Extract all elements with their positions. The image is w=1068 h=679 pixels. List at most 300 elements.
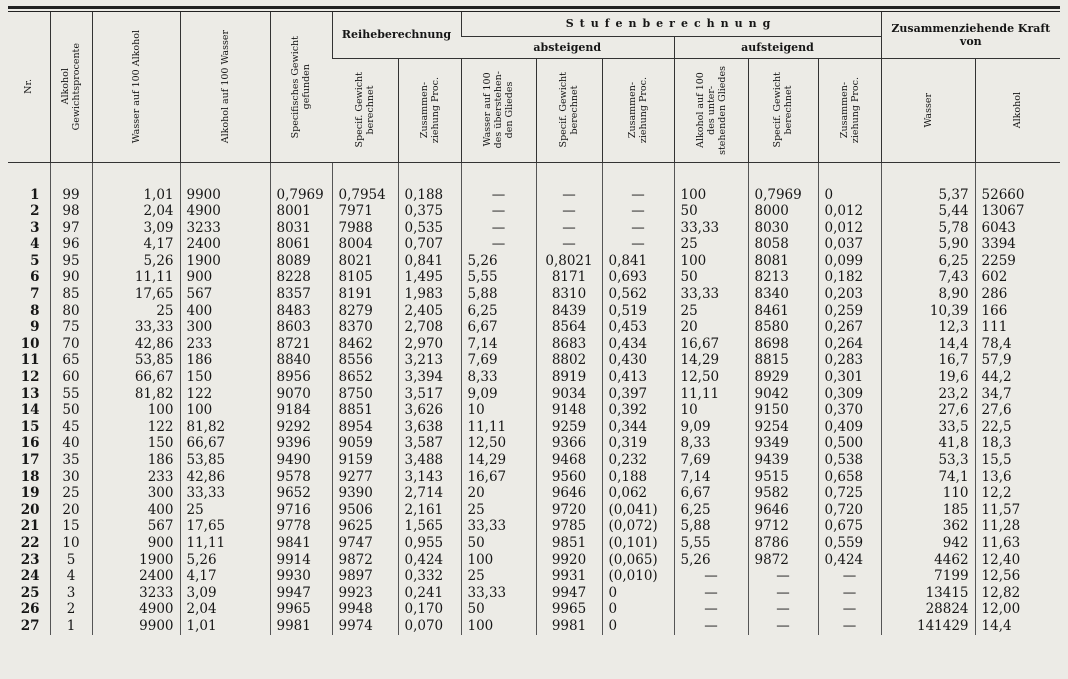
table-cell: 33,33 — [461, 518, 536, 535]
table-cell: 9930 — [270, 568, 332, 585]
table-cell: 24 — [20, 568, 40, 585]
table-cell: 0,232 — [602, 452, 674, 469]
table-cell: 9841 — [270, 535, 332, 552]
table-cell: 2,04 — [180, 601, 270, 618]
table-cell: 8786 — [748, 535, 818, 552]
table-cell: — — [748, 601, 818, 618]
table-cell: 3 — [30, 219, 40, 236]
table-row — [8, 319, 1060, 336]
table-cell: 8652 — [332, 369, 398, 386]
table-cell: 9366 — [536, 435, 602, 452]
table-cell: 8030 — [748, 220, 818, 237]
table-body — [8, 162, 1060, 635]
table-cell: — — [602, 236, 674, 253]
table-cell: 97 — [50, 220, 92, 237]
table-cell: 9148 — [536, 402, 602, 419]
header-contracting-force: Zusammenziehende Kraft von — [881, 12, 1060, 58]
table-cell: 80 — [50, 303, 92, 320]
table-cell: 8000 — [748, 203, 818, 220]
table-cell: (0,010) — [602, 568, 674, 585]
table-cell: 9515 — [748, 469, 818, 486]
table-row — [8, 336, 1060, 353]
table-cell: 7988 — [332, 220, 398, 237]
table-cell: 0,658 — [818, 469, 881, 486]
table-cell: 7,69 — [461, 352, 536, 369]
table-cell: 300 — [180, 319, 270, 336]
table-cell: 0,7969 — [270, 162, 332, 203]
table-cell: 33,33 — [92, 319, 180, 336]
table-cell: — — [674, 585, 748, 602]
table-cell: 9396 — [270, 435, 332, 452]
table-cell: 7,14 — [674, 469, 748, 486]
table-cell: 9720 — [536, 502, 602, 519]
table-row — [8, 585, 1060, 602]
table-cell: — — [536, 203, 602, 220]
table-cell: 22 — [20, 534, 40, 551]
table-cell: 12,56 — [975, 568, 1060, 585]
table-cell: 25 — [50, 485, 92, 502]
table-cell: 8919 — [536, 369, 602, 386]
table-cell: 33,5 — [881, 419, 975, 436]
table-cell: 27,6 — [975, 402, 1060, 419]
table-cell: 0,267 — [818, 319, 881, 336]
table-cell: 50 — [461, 601, 536, 618]
table-cell: 9625 — [332, 518, 398, 535]
table-cell: 15,5 — [975, 452, 1060, 469]
table-cell: 50 — [674, 203, 748, 220]
header-series-sg: Specif. Gewicht berechnet — [332, 58, 398, 162]
table-cell: 8061 — [270, 236, 332, 253]
table-row — [8, 236, 1060, 253]
table-cell: 9150 — [748, 402, 818, 419]
header-nr: Nr. — [8, 12, 50, 162]
table-cell: 8564 — [536, 319, 602, 336]
table-cell: 2,04 — [92, 203, 180, 220]
table-cell: — — [748, 568, 818, 585]
table-cell: — — [536, 162, 602, 203]
table-cell: 8 — [30, 302, 40, 319]
table-cell: 57,9 — [975, 352, 1060, 369]
table-cell: 11,11 — [180, 535, 270, 552]
table-cell: 16 — [20, 435, 40, 452]
table-cell: 95 — [50, 253, 92, 270]
table-cell: 74,1 — [881, 469, 975, 486]
table-cell: 0,070 — [398, 618, 461, 635]
table-cell: 362 — [881, 518, 975, 535]
table-cell: 3,626 — [398, 402, 461, 419]
table-cell: 40 — [50, 435, 92, 452]
table-cell: 7971 — [332, 203, 398, 220]
table-cell: 900 — [92, 535, 180, 552]
table-cell: 185 — [881, 502, 975, 519]
table-cell: 1 — [50, 618, 92, 635]
table-cell: 8340 — [748, 286, 818, 303]
table-cell: 50 — [674, 269, 748, 286]
table-cell: 9900 — [180, 162, 270, 203]
table-cell: 0,283 — [818, 352, 881, 369]
table-row — [8, 552, 1060, 569]
table-cell: 8851 — [332, 402, 398, 419]
table-cell: 0,301 — [818, 369, 881, 386]
table-cell: 3,09 — [180, 585, 270, 602]
table-cell: 110 — [881, 485, 975, 502]
table-cell: 100 — [461, 618, 536, 635]
table-cell: 2,714 — [398, 485, 461, 502]
table-cell: 0,8021 — [536, 253, 602, 270]
table-cell: 4,17 — [92, 236, 180, 253]
table-cell: — — [536, 220, 602, 237]
table-cell: 10 — [461, 402, 536, 419]
table-cell: 20 — [461, 485, 536, 502]
table-cell: 0,453 — [602, 319, 674, 336]
table-cell: 11,28 — [975, 518, 1060, 535]
table-cell: 0,392 — [602, 402, 674, 419]
table-cell: 6 — [30, 269, 40, 286]
table-row — [8, 253, 1060, 270]
table-cell: 8483 — [270, 303, 332, 320]
table-row — [8, 162, 1060, 203]
table-cell: 9390 — [332, 485, 398, 502]
table-cell: 141429 — [881, 618, 975, 635]
table-cell: 9712 — [748, 518, 818, 535]
table-cell: 4,17 — [180, 568, 270, 585]
header-asc-sg: Specif. Gewicht berechnet — [748, 58, 818, 162]
table-cell: 9931 — [536, 568, 602, 585]
table-cell: 8357 — [270, 286, 332, 303]
table-cell: 9646 — [748, 502, 818, 519]
table-cell: 0,099 — [818, 253, 881, 270]
table-cell: 13415 — [881, 585, 975, 602]
table-cell: 53,85 — [92, 352, 180, 369]
table-cell: 9560 — [536, 469, 602, 486]
table-row — [8, 402, 1060, 419]
table-cell: 3,517 — [398, 386, 461, 403]
table-cell: 0,841 — [602, 253, 674, 270]
table-cell: 9974 — [332, 618, 398, 635]
table-cell: 8105 — [332, 269, 398, 286]
table-row — [8, 369, 1060, 386]
table-cell: 0,259 — [818, 303, 881, 320]
table-row — [8, 203, 1060, 220]
table-cell: 8089 — [270, 253, 332, 270]
table-cell: 8721 — [270, 336, 332, 353]
table-cell: 9468 — [536, 452, 602, 469]
table-cell: 8213 — [748, 269, 818, 286]
table-cell: 2400 — [180, 236, 270, 253]
table-cell: 1,01 — [92, 162, 180, 203]
table-row — [8, 452, 1060, 469]
table-cell: (0,101) — [602, 535, 674, 552]
table-row — [8, 485, 1060, 502]
table-cell: 0,725 — [818, 485, 881, 502]
table-cell: 567 — [180, 286, 270, 303]
table-cell: 0,500 — [818, 435, 881, 452]
table-cell: 18 — [20, 468, 40, 485]
table-cell: 12,82 — [975, 585, 1060, 602]
table-cell: 9042 — [748, 386, 818, 403]
table-cell: 2,970 — [398, 336, 461, 353]
table-row — [8, 386, 1060, 403]
header-desc-contraction: Zusammen- ziehung Proc. — [602, 58, 674, 162]
table-cell: 11,57 — [975, 502, 1060, 519]
table-cell: 3394 — [975, 236, 1060, 253]
table-cell: 5,26 — [674, 552, 748, 569]
table-cell: 0,434 — [602, 336, 674, 353]
table-cell: 9506 — [332, 502, 398, 519]
table-cell: 1,495 — [398, 269, 461, 286]
table-cell: 25 — [461, 502, 536, 519]
table-cell: 8840 — [270, 352, 332, 369]
table-cell: 5,88 — [461, 286, 536, 303]
table-cell: 18,3 — [975, 435, 1060, 452]
table-cell: 186 — [92, 452, 180, 469]
table-cell: — — [748, 618, 818, 635]
table-cell: 4900 — [92, 601, 180, 618]
table-cell: 9965 — [270, 601, 332, 618]
header-descending: absteigend — [461, 36, 674, 58]
table-cell: 8058 — [748, 236, 818, 253]
table-cell: 9349 — [748, 435, 818, 452]
table-row — [8, 220, 1060, 237]
table-cell: 66,67 — [92, 369, 180, 386]
table-cell: 0,170 — [398, 601, 461, 618]
table-cell: 9 — [30, 319, 40, 336]
table-cell: 0,693 — [602, 269, 674, 286]
table-cell: 25 — [92, 303, 180, 320]
table-cell: (0,065) — [602, 552, 674, 569]
table-cell: 0,430 — [602, 352, 674, 369]
table-cell: 111 — [975, 319, 1060, 336]
table-cell: 7,69 — [674, 452, 748, 469]
table-cell: 5,26 — [461, 253, 536, 270]
table-cell: 8021 — [332, 253, 398, 270]
table-cell: 2,708 — [398, 319, 461, 336]
table-cell: 53,3 — [881, 452, 975, 469]
table-cell: 8462 — [332, 336, 398, 353]
table-cell: 5,26 — [180, 552, 270, 569]
table-cell: 100 — [461, 552, 536, 569]
table-cell: 9070 — [270, 386, 332, 403]
table-cell: 0 — [818, 162, 881, 203]
table-row — [8, 469, 1060, 486]
table-cell: 8603 — [270, 319, 332, 336]
header-asc-contraction: Zusammen- ziehung Proc. — [818, 58, 881, 162]
table-cell: 0,309 — [818, 386, 881, 403]
table-row — [8, 435, 1060, 452]
table-cell: 44,2 — [975, 369, 1060, 386]
header-desc-water: Wasser auf 100 des überstehen- den Gliedes — [461, 58, 536, 162]
table-cell: 5,90 — [881, 236, 975, 253]
table-cell: 99 — [50, 162, 92, 203]
table-cell: 233 — [180, 336, 270, 353]
table-cell: 0 — [602, 585, 674, 602]
table-cell: — — [748, 585, 818, 602]
table-cell: 8001 — [270, 203, 332, 220]
table-cell: 15 — [20, 418, 40, 435]
table-cell: 166 — [975, 303, 1060, 320]
table-cell: 16,67 — [461, 469, 536, 486]
table-cell: — — [818, 601, 881, 618]
table-cell: 0 — [602, 601, 674, 618]
table-cell: 11,63 — [975, 535, 1060, 552]
table-cell: 12,40 — [975, 552, 1060, 569]
table-cell: 150 — [180, 369, 270, 386]
table-row — [8, 286, 1060, 303]
table-cell: 0,519 — [602, 303, 674, 320]
table-cell: 0,037 — [818, 236, 881, 253]
table-cell: 96 — [50, 236, 92, 253]
table-cell: 27,6 — [881, 402, 975, 419]
table-cell: 14 — [20, 402, 40, 419]
table-cell: 1,983 — [398, 286, 461, 303]
table-cell: 2 — [30, 203, 40, 220]
table-cell: — — [461, 162, 536, 203]
table-cell: 400 — [92, 502, 180, 519]
table-cell: 0,413 — [602, 369, 674, 386]
table-cell: 900 — [180, 269, 270, 286]
table-cell: 1,01 — [180, 618, 270, 635]
table-cell: 0,535 — [398, 220, 461, 237]
table-row — [8, 518, 1060, 535]
table-cell: 20 — [20, 501, 40, 518]
table-cell: 6043 — [975, 220, 1060, 237]
table-cell: 13 — [20, 385, 40, 402]
table-cell: 8279 — [332, 303, 398, 320]
table-cell: 15 — [50, 518, 92, 535]
table-cell: 8580 — [748, 319, 818, 336]
table-cell: 20 — [50, 502, 92, 519]
table-cell: 9747 — [332, 535, 398, 552]
table-cell: 4462 — [881, 552, 975, 569]
table-cell: 5 — [50, 552, 92, 569]
table-cell: 14,4 — [975, 618, 1060, 635]
table-cell: 0,264 — [818, 336, 881, 353]
table-cell: 11,11 — [92, 269, 180, 286]
header-force-alcohol: Alkohol — [975, 58, 1060, 162]
table-cell: — — [461, 203, 536, 220]
table-cell: 3,394 — [398, 369, 461, 386]
table-cell: 9897 — [332, 568, 398, 585]
table-cell: 567 — [92, 518, 180, 535]
table-cell: 100 — [674, 253, 748, 270]
table-row — [8, 303, 1060, 320]
table-cell: 9947 — [536, 585, 602, 602]
table-cell: 3,587 — [398, 435, 461, 452]
table-cell: 233 — [92, 469, 180, 486]
table-cell: 300 — [92, 485, 180, 502]
table-cell: 45 — [50, 419, 92, 436]
table-cell: 33,33 — [461, 585, 536, 602]
table-cell: 9716 — [270, 502, 332, 519]
table-cell: 8,33 — [674, 435, 748, 452]
table-cell: 9923 — [332, 585, 398, 602]
table-cell: 8802 — [536, 352, 602, 369]
table-cell: 26 — [20, 601, 40, 618]
table-cell: 28824 — [881, 601, 975, 618]
table-cell: — — [818, 585, 881, 602]
table-cell: 8461 — [748, 303, 818, 320]
table-cell: 3233 — [92, 585, 180, 602]
table-cell: 33,33 — [180, 485, 270, 502]
table-cell: 0,370 — [818, 402, 881, 419]
table-row — [8, 601, 1060, 618]
table-cell: 122 — [92, 419, 180, 436]
table-cell: 0,955 — [398, 535, 461, 552]
header-specific-gravity-found: Specifisches Gewicht gefunden — [270, 12, 332, 162]
table-cell: 9034 — [536, 386, 602, 403]
table-row — [8, 352, 1060, 369]
table-row — [8, 269, 1060, 286]
table-cell: 9851 — [536, 535, 602, 552]
table-cell: 17,65 — [180, 518, 270, 535]
table-cell: 9,09 — [674, 419, 748, 436]
table-cell: 8031 — [270, 220, 332, 237]
table-cell: 22,5 — [975, 419, 1060, 436]
table-cell: 5,55 — [461, 269, 536, 286]
table-cell: — — [602, 203, 674, 220]
table-row — [8, 502, 1060, 519]
table-cell: 25 — [674, 236, 748, 253]
table-cell: 33,33 — [674, 286, 748, 303]
table-cell: 0,332 — [398, 568, 461, 585]
table-cell: 9292 — [270, 419, 332, 436]
table-cell: 55 — [50, 386, 92, 403]
table-cell: 9947 — [270, 585, 332, 602]
table-cell: 12,50 — [461, 435, 536, 452]
header-ascending: aufsteigend — [674, 36, 881, 58]
table-cell: — — [674, 601, 748, 618]
table-cell: 2259 — [975, 253, 1060, 270]
table-cell: 19,6 — [881, 369, 975, 386]
table-cell: 2 — [50, 601, 92, 618]
table-cell: 21 — [20, 518, 40, 535]
table-cell: 13,6 — [975, 469, 1060, 486]
table-cell: 8956 — [270, 369, 332, 386]
table-cell: 65 — [50, 352, 92, 369]
table-cell: 66,67 — [180, 435, 270, 452]
table-cell: 12,00 — [975, 601, 1060, 618]
table-cell: — — [818, 618, 881, 635]
table-cell: 286 — [975, 286, 1060, 303]
table-cell: 9920 — [536, 552, 602, 569]
table-cell: 10 — [20, 335, 40, 352]
table-cell: 0,675 — [818, 518, 881, 535]
table-cell: — — [674, 568, 748, 585]
table-cell: 6,67 — [461, 319, 536, 336]
table-cell: 8004 — [332, 236, 398, 253]
table-cell: 7 — [30, 286, 40, 303]
table-cell: 0,012 — [818, 203, 881, 220]
table-cell: 30 — [50, 469, 92, 486]
table-cell: 78,4 — [975, 336, 1060, 353]
table-cell: — — [536, 236, 602, 253]
table-cell: 5 — [30, 252, 40, 269]
table-cell: 3,09 — [92, 220, 180, 237]
table-cell: 23 — [20, 551, 40, 568]
table-cell: 25 — [180, 502, 270, 519]
table-cell: 75 — [50, 319, 92, 336]
table-cell: 10 — [50, 535, 92, 552]
table-cell: 100 — [674, 162, 748, 203]
table-cell: 8683 — [536, 336, 602, 353]
table-cell: — — [461, 236, 536, 253]
table-cell: 34,7 — [975, 386, 1060, 403]
table-cell: 0,188 — [602, 469, 674, 486]
table-cell: 10,39 — [881, 303, 975, 320]
table-cell: 0,344 — [602, 419, 674, 436]
header-series-calc: Reiheberechnung — [332, 12, 461, 58]
table-cell: — — [674, 618, 748, 635]
